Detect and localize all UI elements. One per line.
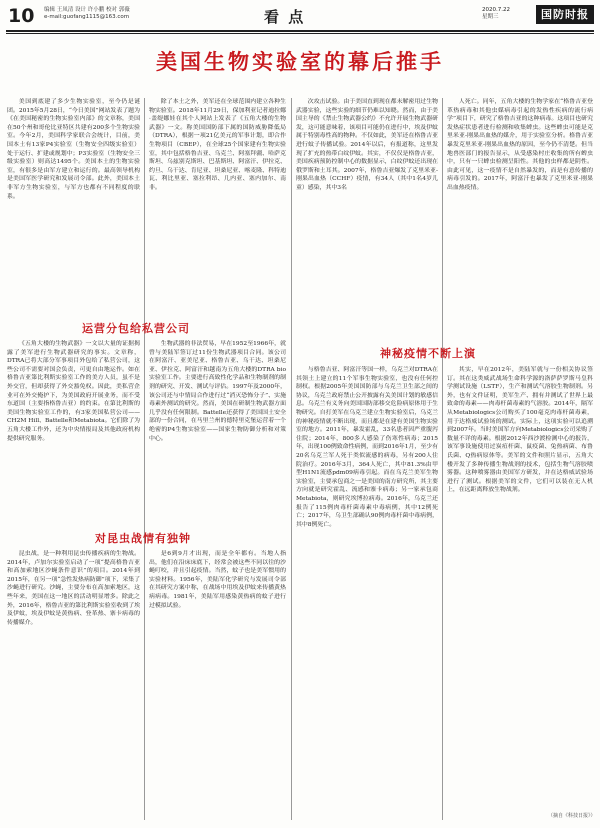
article-column-7 [296, 366, 438, 821]
issue-date [482, 7, 510, 21]
paragraph: 与格鲁吉亚、阿富汗等国一样，乌克兰对DTRA在其领土上建立的11个军事生物实验室，也没有任何控制权。根据2005年美国国防部与乌克兰卫生部之间的协议，乌克兰政府禁止公开披露有关美国计划的敏感信息。乌克兰有义务向美国国防部移交危险病原体用于生物研究。自打美军在乌克兰建立生物实验室后，乌克兰的神秘疫情就不断出现，而且都是在建有美国生物实验室的地方。2011年，暴发霍乱，33名患者因严重腹泻住院；2014年，800多人感染了伤寒性病毒；2015年，出现100例致命性病例，而到2016年1月，至少有20名乌克兰军人死于类似流感的病毒，另有200人住院治疗。2016年3月，364人死亡，其中81.3%由甲型H1N1流感pdm09病毒引起。而在乌克兰美军生物实验室，主要承包商之一是美国的南方研究所，其主要方向就是研究霍乱、流感和寨卡病毒；另一家承包商Metabiota，则研究埃博拉病毒。2016年，乌克兰还报告了115例肉毒杆菌毒素中毒病例，其中12例死亡；2017年，乌卫生部确认90例肉毒杆菌中毒病例，其中8例死亡。 [296, 367, 438, 528]
paragraph: 除了本土之外，美军还在全球范围内建立各种生物实验室。2018年11月29日，保加利亚记者迪拉娜·盖缇娜娃在其个人网站上发表了《五角大楼的生物武器》一文。称美国国防部下属的国防威胁降低局（DTRA），根据一项21亿美元的军事计划，即合作生物项目（CBEP），在全球25个国家建有生物实验室，其中包括格鲁吉亚、乌克兰、阿塞拜疆、哈萨克斯坦、乌兹别克斯坦、巴基斯坦、阿富汗、伊拉克、约旦、乌干达、肯尼亚、坦桑尼亚、喀麦隆、科特迪瓦、利比里亚、塞拉利昂、几内亚、塞内加尔、南非。 [149, 99, 286, 191]
paragraph: 《五角大楼的生物武器》一文以大量的证据揭露了美军进行生物武器研究的事实。文章称，DTRA已将大部分军事项目外包给了私营公司，这些公司不需要对国会负责，可更自由地运作。如在格鲁吉亚第比利斯实验室工作的美方人员，虽不是外交官，但却获得了外交豁免权。因此，美私营企业可在外交掩护下，为美国政府开展业务，而不受东道国（主要指格鲁吉亚）的约束。在第比利斯的美国生物实验室工作的，有3家美国私营公司——CH2M Hill、Battelle和Metabiota。它们除了为五角大楼工作外，还为中央情报局及其他政府机构提供研究服务。 [7, 341, 140, 442]
article-headline: 美国生物实验室的幕后推手 [156, 49, 444, 74]
weekday-line: 星期三 [482, 14, 499, 20]
masthead-logo: 国防时报 [536, 5, 594, 24]
article-column-6 [149, 340, 286, 525]
subheading-outsourcing: 运营分包给私营公司 [82, 322, 190, 335]
paragraph: 次攻击试验。由于美国直到现在都未解密用过生物武器实验，这些实验的细节仍难以知晓。然而，由于美国主导的《禁止生物武器公约》不允许开展生物武器研发，这可能意味着，该项目可能仍在进行中，埃及伊蚊属于特别毒性高的物种。不仅如此，美军还在格鲁吉亚进行蚊子传播试验。2014年以后，有报道称，这里发现了扩充的热带白纹伊蚊。其实，不仅仅是格鲁吉亚，美国疾病预防控制中心的数据显示，白纹伊蚊还出现在俄罗斯和土耳其。2007年，格鲁吉亚爆发了克里米亚-刚果出血热（CCHF）疫情，有34人（其中1名4岁儿童）感染，其中3名 [296, 99, 438, 191]
column-divider [144, 98, 145, 820]
article-column-1 [7, 98, 140, 313]
email-line: e-mail:guofang1115@163.com [44, 14, 130, 20]
paragraph: 生物武器的非法贸易，早在1952至1966年，就曾与美陆军签订过11份生物武器项目合同。该公司在阿富汗、亚美尼亚、格鲁吉亚、乌干达、坦桑尼亚、伊拉克、阿富汗和越南为五角大楼的DTRA bio实验室工作。主要进行高致性化学品和生物制剂的制剂的研究、开发、测试与评估。1997年及2000年，该公司还与中情局合作进行过“消灭恐怖分子”、实施毒素外测试的研究。然而，美国在研制生物武器方面几乎没有任何限制。Battelle还获得了美国国土安全部的一份合同，在马里兰州的德特里克堡运营着一个绝密的P4生物实验室——国家生物防御分析和对策中心。 [149, 341, 286, 442]
article-column-4 [447, 98, 593, 338]
article-column-3 [296, 98, 438, 338]
page-number: 10 [8, 5, 35, 27]
article-column-10 [149, 550, 286, 822]
column-divider [442, 98, 443, 820]
paragraph: 昆虫战，是一种利用昆虫传播疾病的生物战。2014年，卢加尔实验室启动了一项“提高格鲁吉亚和高加索地区沙蝇条件意识”的项目。2014年到2015年，在另一项“急性发热病防御”项下，采集了沙蝇进行研究。沙蝇，主要分布在高加索地区，这些年来，美国在这一地区的活动明显增多。除此之外，2016年，格鲁吉亚的第比利斯实验室收到了埃及伊蚊，埃及伊蚊是黄热病、登革热、寨卡病毒的传播媒介。 [7, 551, 140, 626]
paragraph: 是6到9月才出现，而是全年都有。当地人指出，他们在沿床床底下，经常会被这些不同以往的沙蝇叮咬，并且引起疫情。当然，蚊子也是美军惯用的实验材料。1956年，美陆军化学研究与发展司令部在其研究方案中称，在战场中用埃及伊蚊来传播黄热病病毒。1981年，美陆军用感染黄热病的蚊子进行过模拟试验。 [149, 551, 286, 609]
subheading-epidemics: 神秘疫情不断上演 [380, 347, 476, 360]
subheading-insect-warfare: 对昆虫战情有独钟 [95, 532, 191, 545]
paragraph: 人死亡。同年，五角大楼的生物学家在“格鲁吉亚登革热病毒和其他虫媒病毒引起的发热性疾病的流行病学”项目下，研究了格鲁吉亚的这种病毒。这项目也研究发热症状患者进行检测和收集蜱虫。这些蜱虫可能是克里米亚-刚果出血热的媒介，用于实验室分析。格鲁吉亚暴发克里米亚-刚果出血热的原因，至今仍不清楚。但当地兽医部门的报告显示，从受感染村庄收集的所有蜱虫中，只有一只蜱虫检测呈阳性。其他的虫样都是阴性。由此可见，这一疫情不是自然暴发的，而是有意传播的病毒引发的。2017年，阿富汗也暴发了克里米亚-刚果出血热疫情。 [447, 99, 593, 191]
page-header [6, 5, 594, 29]
paragraph: 美国到底建了多少生物实验室，至今仍是谜团。2015年5月28日，“今日美国”网站发表了题为《在美国秘密的生物实验室内部》的文章称，美国在50个州和哥伦比亚特区共建有200多个生物实验室。今年2月，美国科学家联合会统计，目前，美国本土有13家P4实验室（生物安全四级实验室）处于运行、扩建或规划中；P3实验室（生物安全三级实验室）则高达1495个。美国本土的生物实验室，有很多是由军方建立和运行的。最高领导机构是美国军医学研究和发展司令部。此外，美国本土非军方生物实验室，与军方也都有不同程度的联系。 [7, 99, 140, 200]
credits-line: 编辑 王凤清 设计 许小鹏 校对 郭薇 [44, 7, 130, 13]
source-footnote: （摘自《科技日报》） [548, 813, 596, 819]
article-column-8 [447, 366, 593, 821]
article-column-5 [7, 340, 140, 525]
date-line: 2020.7.22 [482, 7, 510, 13]
header-rule-thin [6, 33, 594, 34]
section-title: 看 点 [264, 8, 306, 26]
editor-credits [44, 7, 130, 21]
article-column-2 [149, 98, 286, 313]
header-rule [6, 30, 594, 32]
column-divider [291, 98, 292, 820]
paragraph: 其实，早在2012年，美陆军就与一份相关协议签订。其在这类威武战场生命科学源的洛萨萨罗斯马皇科学测试设施（LSTF），生产和测试气溶胶生物制剂。另外，也有文件证明，美军生产、拥有并测试了世界上最致命的毒素——肉毒杆菌毒素的气溶胶。2014年，隔军从Metabiologics公司购买了100毫克肉毒杆菌毒素，用于达格威试验场的测试。实际上，这项实验可以追溯到2007年。当时美国军方向Metabiologics公司采购了数量不详的毒素。根据2012年西沙渡检测中心的报告，该军事设施使用过炭疽杆菌、鼠疫菌、兔热病菌、布鲁氏菌、Q热病原体等。美军的文件和照片显示，五角大楼开发了多种传播生物战剂的技术，包括生物气溶胶喷雾器。这种喷雾器由美国军方研发，并在达格威试验场进行了测试。根据美军的文件，它们可以装在无人机上，在远距离释放生物战剂。 [447, 367, 593, 494]
article-column-9 [7, 550, 140, 822]
